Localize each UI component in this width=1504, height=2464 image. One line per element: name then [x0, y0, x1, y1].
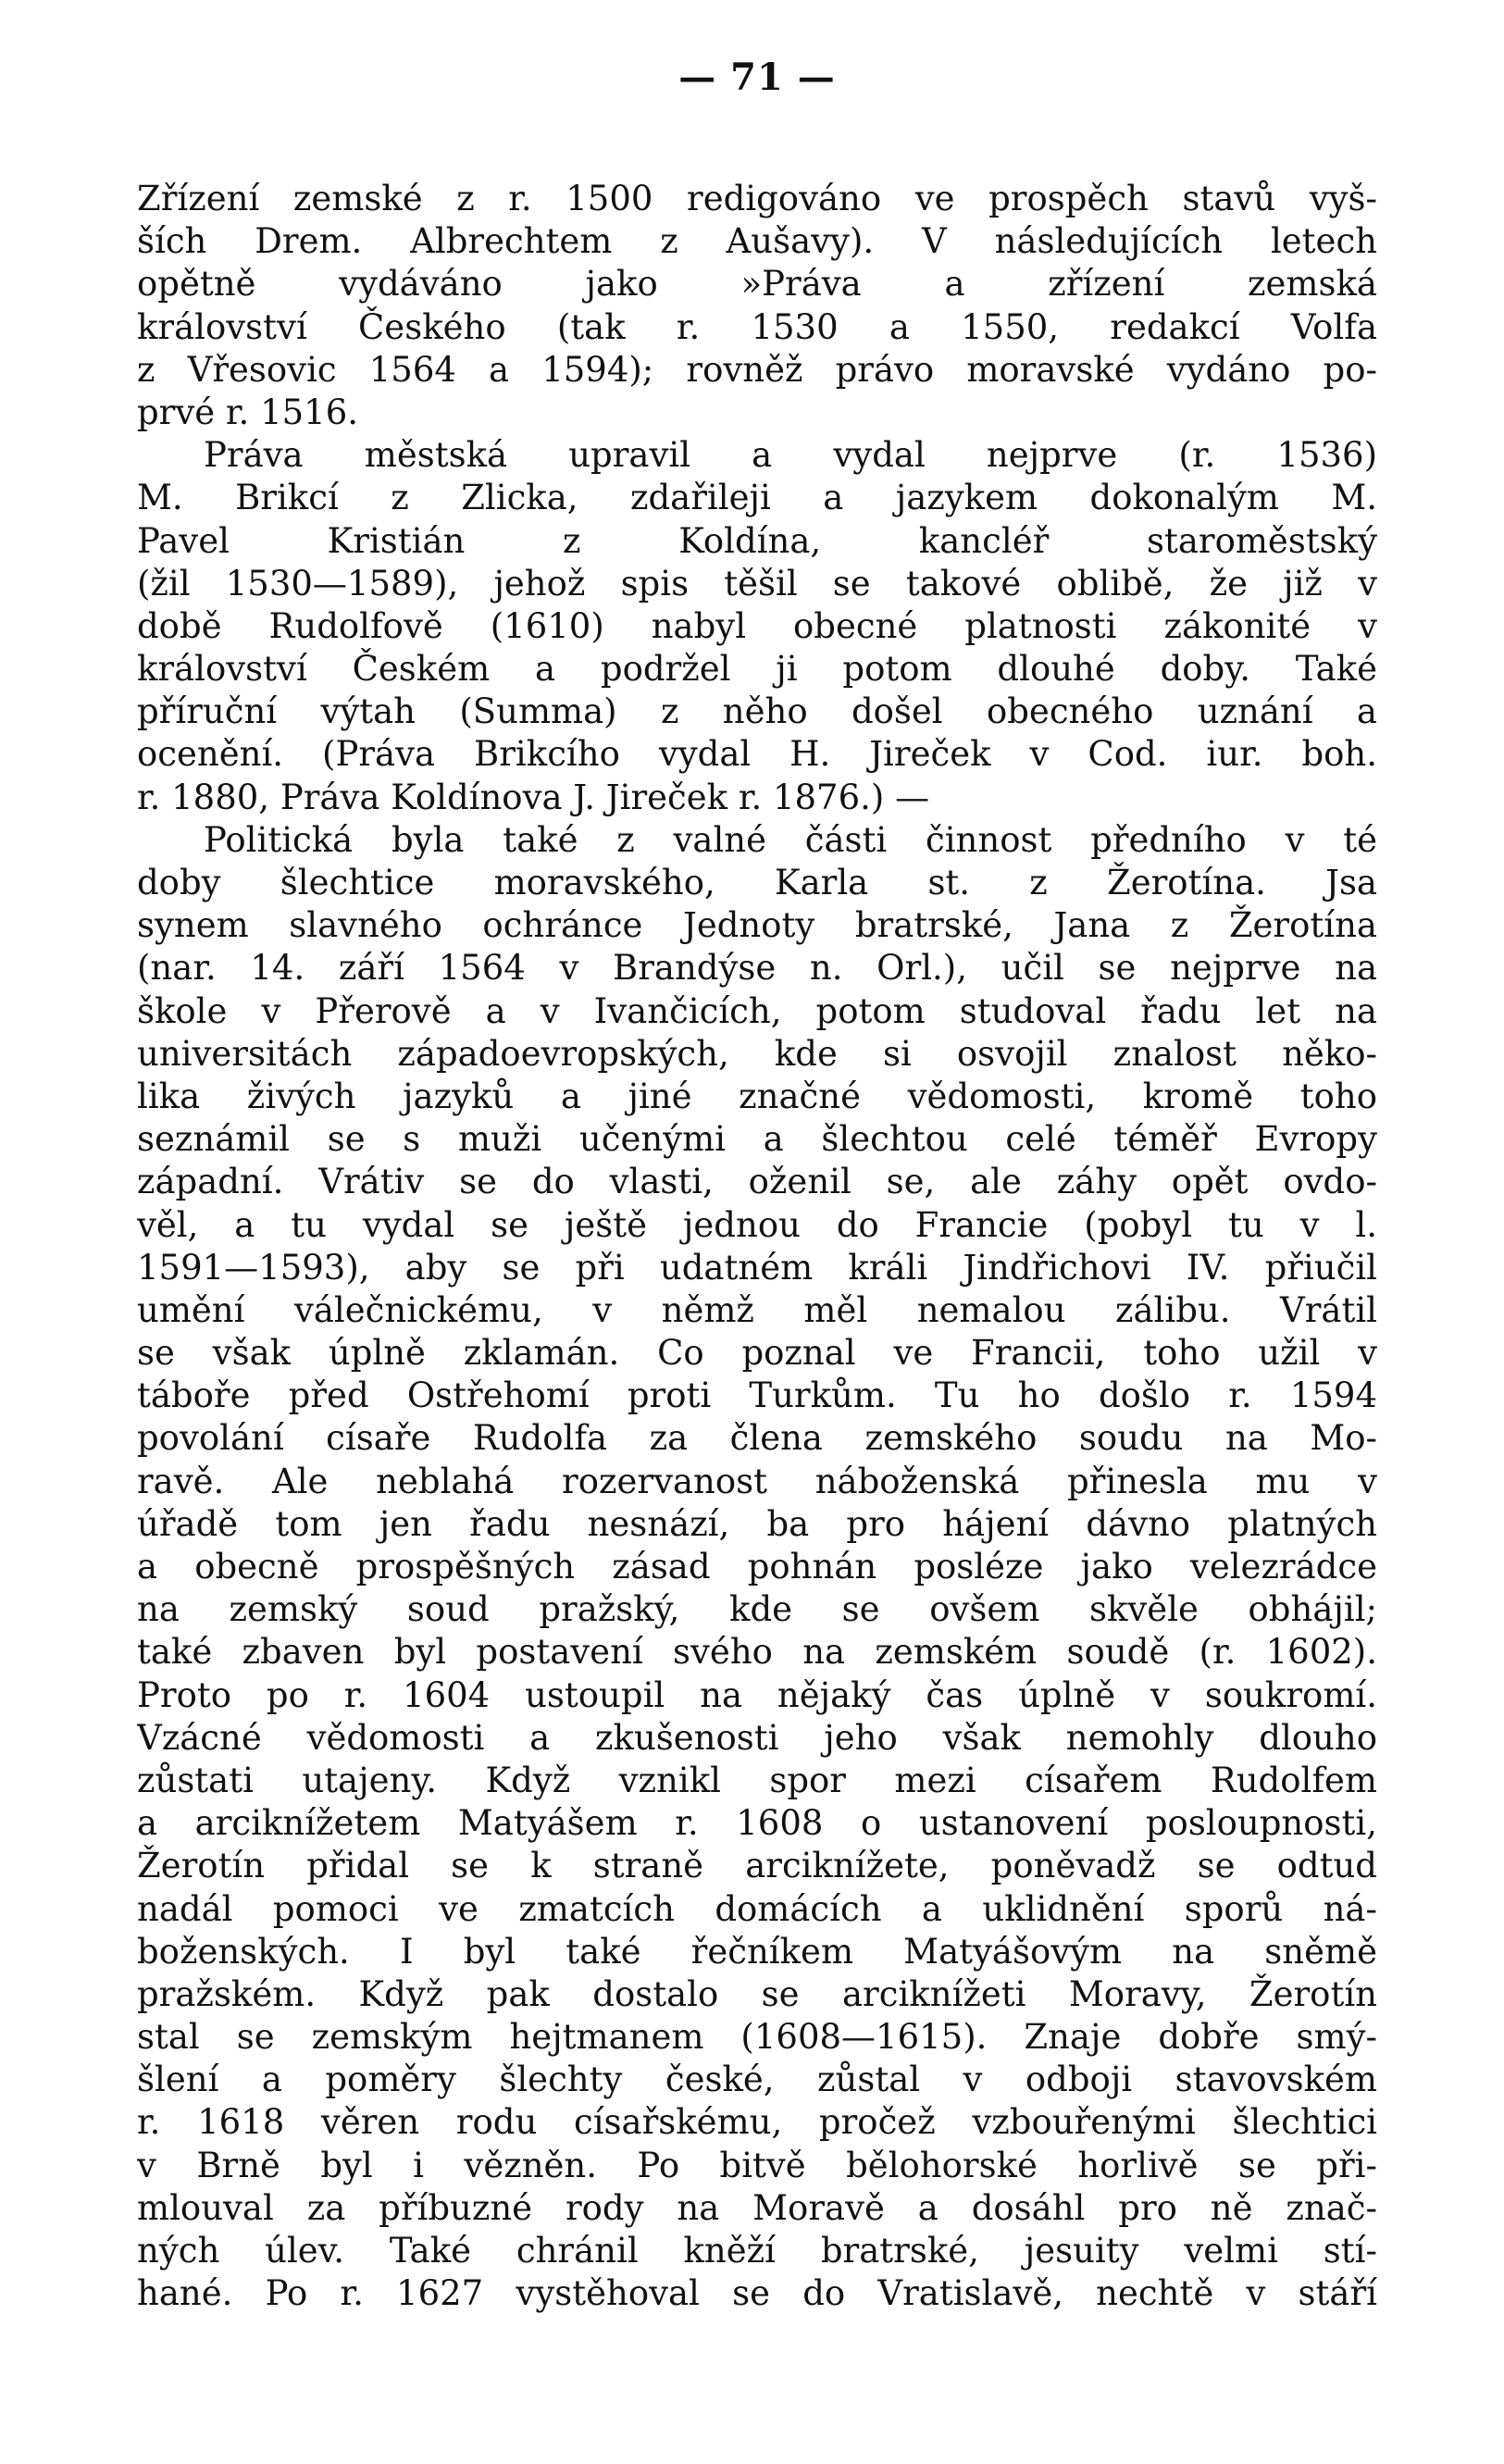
- text-line: ravě. Ale neblahá rozervanost náboženská přinesla mu v: [137, 1461, 1377, 1501]
- text-line: stal se zemským hejtmanem (1608—1615). Znaje dobře smý-: [137, 2017, 1377, 2058]
- text-line: lika živých jazyků a jiné značné vědomosti, kromě toho: [137, 1076, 1377, 1116]
- text-line: zůstati utajeny. Když vznikl spor mezi císařem Rudolfem: [137, 1760, 1377, 1800]
- text-line: opětně vydáváno jako »Práva a zřízení zemská: [137, 264, 1377, 305]
- text-line: seznámil se s muži učenými a šlechtou celé téměř Evropy: [137, 1119, 1377, 1160]
- text-line: se však úplně zklamán. Co poznal ve Francii, toho užil v: [137, 1333, 1377, 1374]
- text-line: universitách západoevropských, kde si osvojil znalost něko-: [137, 1033, 1377, 1074]
- text-line: z Vřesovic 1564 a 1594); rovněž právo moravské vydáno po-: [137, 349, 1377, 390]
- text-line: (žil 1530—1589), jehož spis těšil se takové oblibě, že již v: [137, 563, 1377, 604]
- page-number: — 71 —: [678, 56, 836, 99]
- text-line: r. 1618 věren rodu císařskému, pročež vzbouřenými šlechtici: [137, 2102, 1377, 2143]
- text-line: boženských. I byl také řečníkem Matyášovým na sněmě: [137, 1931, 1377, 1972]
- text-line: království Českého (tak r. 1530 a 1550, redakcí Volfa: [137, 306, 1377, 347]
- text-line: škole v Přerově a v Ivančicích, potom studoval řadu let na: [137, 990, 1377, 1031]
- text-line: Pavel Kristián z Koldína, kancléř staroměstský: [137, 520, 1377, 561]
- text-line: a arciknížetem Matyášem r. 1608 o ustanovení posloupnosti,: [137, 1803, 1377, 1844]
- text-line: Politická byla také z valné části činnost předního v té: [204, 819, 1377, 860]
- text-line: západní. Vrátiv se do vlasti, oženil se, ale záhy opět ovdo-: [137, 1162, 1377, 1202]
- text-line: nadál pomoci ve zmatcích domácích a uklidnění sporů ná-: [137, 1888, 1377, 1929]
- book-page: [137, 56, 1377, 2315]
- text-line: příruční výtah (Summa) z něho došel obecného uznání a: [137, 691, 1377, 732]
- text-line: mlouval za příbuzné rody na Moravě a dosáhl pro ně znač-: [137, 2187, 1377, 2228]
- text-line: pražském. Když pak dostalo se arciknížeti Moravy, Žerotín: [137, 1973, 1377, 2014]
- text-line: r. 1880, Práva Koldínova J. Jireček r. 1876.) —: [137, 777, 930, 817]
- text-line: hané. Po r. 1627 vystěhoval se do Vratislavě, nechtě v stáří: [137, 2273, 1377, 2314]
- text-line: (nar. 14. září 1564 v Brandýse n. Orl.), učil se nejprve na: [137, 948, 1377, 989]
- text-line: umění válečnickému, v němž měl nemalou zálibu. Vrátil: [137, 1289, 1377, 1330]
- text-line: na zemský soud pražský, kde se ovšem skvěle obhájil;: [137, 1589, 1377, 1630]
- text-line: doby šlechtice moravského, Karla st. z Žerotína. Jsa: [137, 863, 1377, 902]
- text-line: M. Brikcí z Zlicka, zdařileji a jazykem dokonalým M.: [137, 478, 1377, 518]
- text-line: Vzácné vědomosti a zkušenosti jeho však nemohly dlouho: [137, 1717, 1377, 1758]
- text-line: také zbaven byl postavení svého na zemském soudě (r. 1602).: [137, 1632, 1377, 1673]
- text-line: prvé r. 1516.: [137, 392, 359, 432]
- text-line: Proto po r. 1604 ustoupil na nějaký čas úplně v soukromí.: [137, 1674, 1377, 1715]
- text-line: táboře před Ostřehomí proti Turkům. Tu ho došlo r. 1594: [137, 1375, 1377, 1416]
- text-line: ných úlev. Také chránil kněží bratrské, jesuity velmi stí-: [137, 2231, 1377, 2271]
- text-line: a obecně prospěšných zásad pohnán posléze jako velezrádce: [137, 1547, 1377, 1587]
- text-line: v Brně byl i vězněn. Po bitvě bělohorské horlivě se při-: [137, 2145, 1377, 2185]
- text-line: úřadě tom jen řadu nesnází, ba pro hájení dávno platných: [137, 1503, 1377, 1544]
- text-line: šlení a poměry šlechty české, zůstal v odboji stavovském: [137, 2060, 1377, 2100]
- text-line: království Českém a podržel ji potom dlouhé doby. Také: [137, 649, 1377, 690]
- text-line: Práva městská upravil a vydal nejprve (r. 1536): [204, 435, 1377, 476]
- text-line: Zřízení zemské z r. 1500 redigováno ve prospěch stavů vyš-: [137, 179, 1377, 218]
- text-line: synem slavného ochránce Jednoty bratrské, Jana z Žerotína: [137, 905, 1377, 946]
- text-line: době Rudolfově (1610) nabyl obecné platnosti zákonité v: [137, 605, 1377, 646]
- text-line: Žerotín přidal se k straně arciknížete, poněvadž se odtud: [137, 1846, 1377, 1886]
- text-line: ocenění. (Práva Brikcího vydal H. Jireček v Cod. iur. boh.: [137, 734, 1377, 775]
- text-line: povolání císaře Rudolfa za člena zemského soudu na Mo-: [137, 1418, 1377, 1459]
- text-body: [137, 178, 1377, 2315]
- text-line: 1591—1593), aby se při udatném králi Jindřichovi IV. přiučil: [137, 1247, 1377, 1288]
- text-line: věl, a tu vydal se ještě jednou do Francie (pobyl tu v l.: [137, 1204, 1377, 1245]
- text-line: ších Drem. Albrechtem z Aušavy). V následujících letech: [137, 221, 1377, 262]
